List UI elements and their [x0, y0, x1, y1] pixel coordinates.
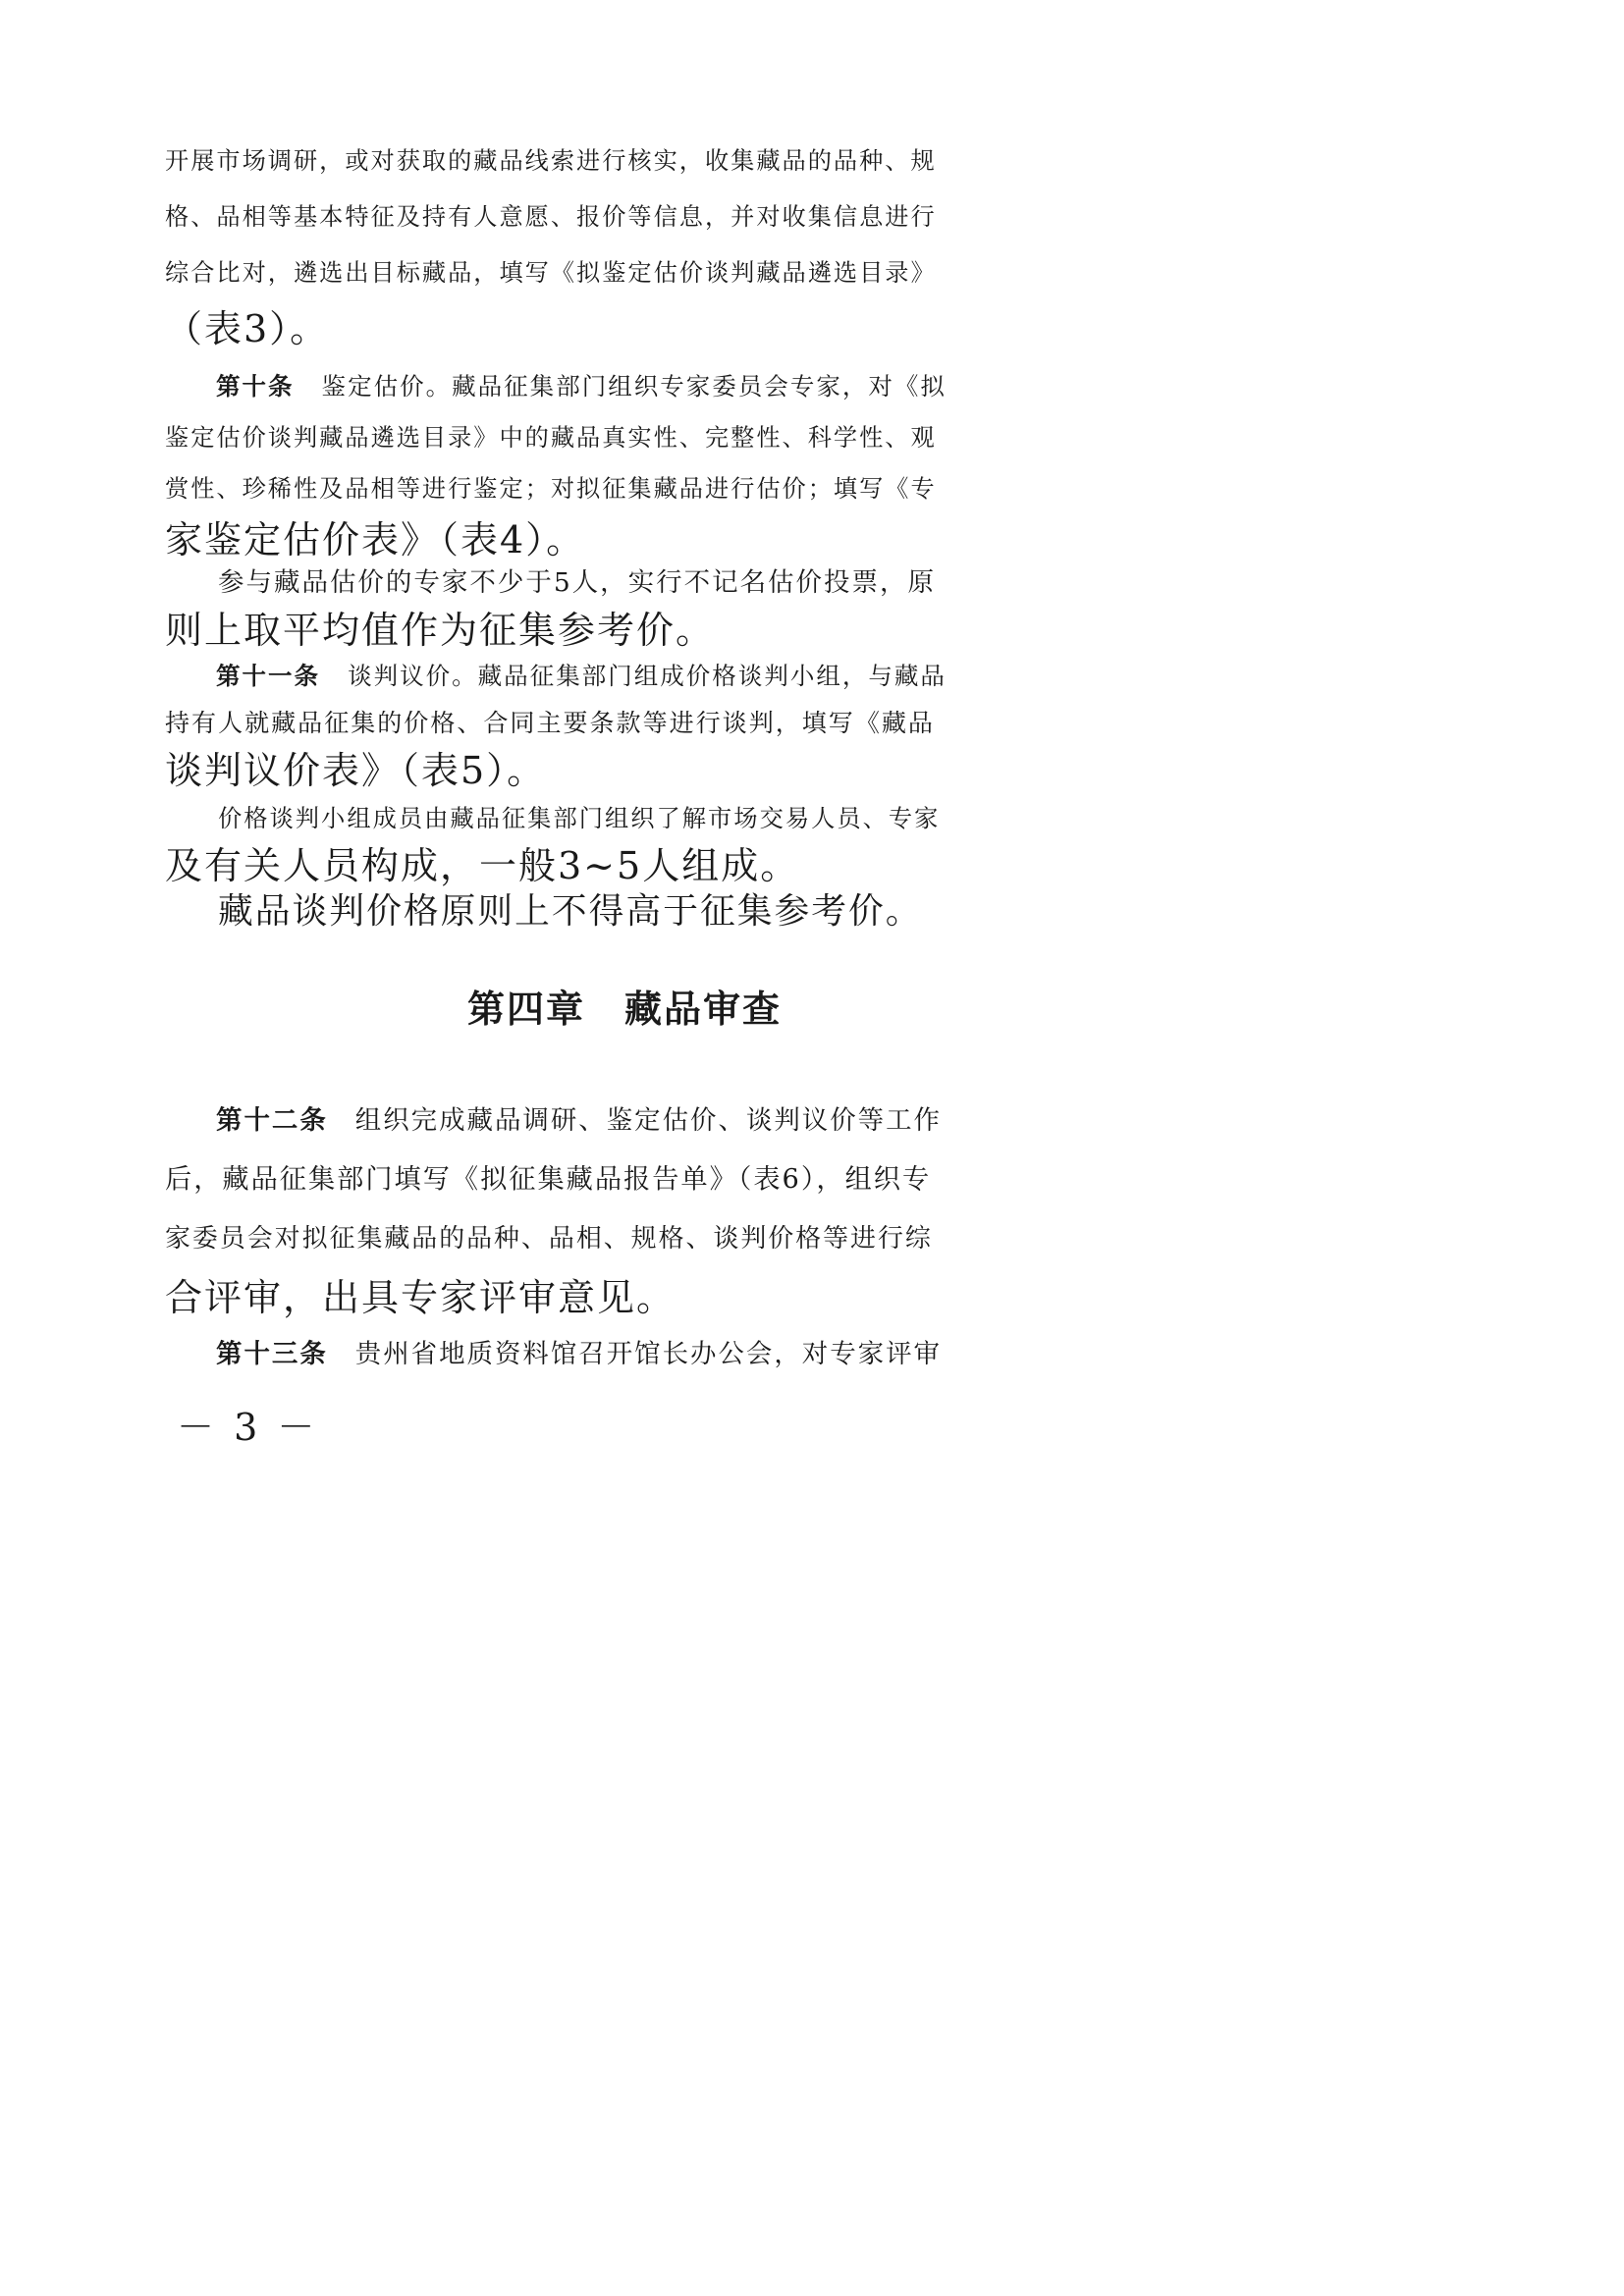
paragraph-line: 格、品相等基本特征及持有人意愿、报价等信息，并对收集信息进行: [165, 203, 937, 231]
article-10-line: 第十条 鉴定估价。藏品征集部门组织专家委员会专家，对《拟: [216, 372, 947, 400]
paragraph-line: 及有关人员构成，一般3~5人组成。: [165, 844, 800, 887]
article-11-line: 第十一条 谈判议价。藏品征集部门组成价格谈判小组，与藏品: [216, 662, 947, 690]
paragraph-line: 合评审，出具专家评审意见。: [165, 1276, 677, 1319]
article-label: 第十一条: [216, 662, 321, 690]
article-label: 第十条: [216, 372, 295, 400]
paragraph-line: 谈判议价表》（表5）。: [165, 749, 547, 792]
page-number: － 3 －: [177, 1406, 319, 1449]
paragraph-line: 则上取平均值作为征集参考价。: [165, 609, 716, 652]
chapter-heading: 第四章 藏品审查: [467, 988, 783, 1031]
article-12-line: 第十二条 组织完成藏品调研、鉴定估价、谈判议价等工作: [216, 1105, 942, 1136]
paragraph-line: 家委员会对拟征集藏品的品种、品相、规格、谈判价格等进行综: [165, 1224, 933, 1254]
paragraph-line: 持有人就藏品征集的价格、合同主要条款等进行谈判，填写《藏品: [165, 709, 935, 737]
article-label: 第十二条: [216, 1105, 328, 1136]
paragraph-line: （表3）。: [165, 307, 330, 350]
paragraph-line: 开展市场调研，或对获取的藏品线索进行核实，收集藏品的品种、规: [165, 147, 937, 175]
paragraph-line: 价格谈判小组成员由藏品征集部门组织了解市场交易人员、专家: [218, 804, 941, 832]
article-label: 第十三条: [216, 1339, 328, 1369]
paragraph-line: 后，藏品征集部门填写《拟征集藏品报告单》（表6），组织专: [165, 1164, 932, 1195]
paragraph-line: 家鉴定估价表》（表4）。: [165, 518, 586, 561]
paragraph-line: 参与藏品估价的专家不少于5人，实行不记名估价投票，原: [218, 567, 936, 598]
paragraph-line: 综合比对，遴选出目标藏品，填写《拟鉴定估价谈判藏品遴选目录》: [165, 259, 937, 287]
article-13-line: 第十三条 贵州省地质资料馆召开馆长办公会，对专家评审: [216, 1339, 942, 1369]
paragraph-line: 赏性、珍稀性及品相等进行鉴定；对拟征集藏品进行估价；填写《专: [165, 475, 937, 503]
paragraph-line: 鉴定估价谈判藏品遴选目录》中的藏品真实性、完整性、科学性、观: [165, 424, 937, 452]
paragraph-line: 藏品谈判价格原则上不得高于征集参考价。: [218, 891, 923, 932]
